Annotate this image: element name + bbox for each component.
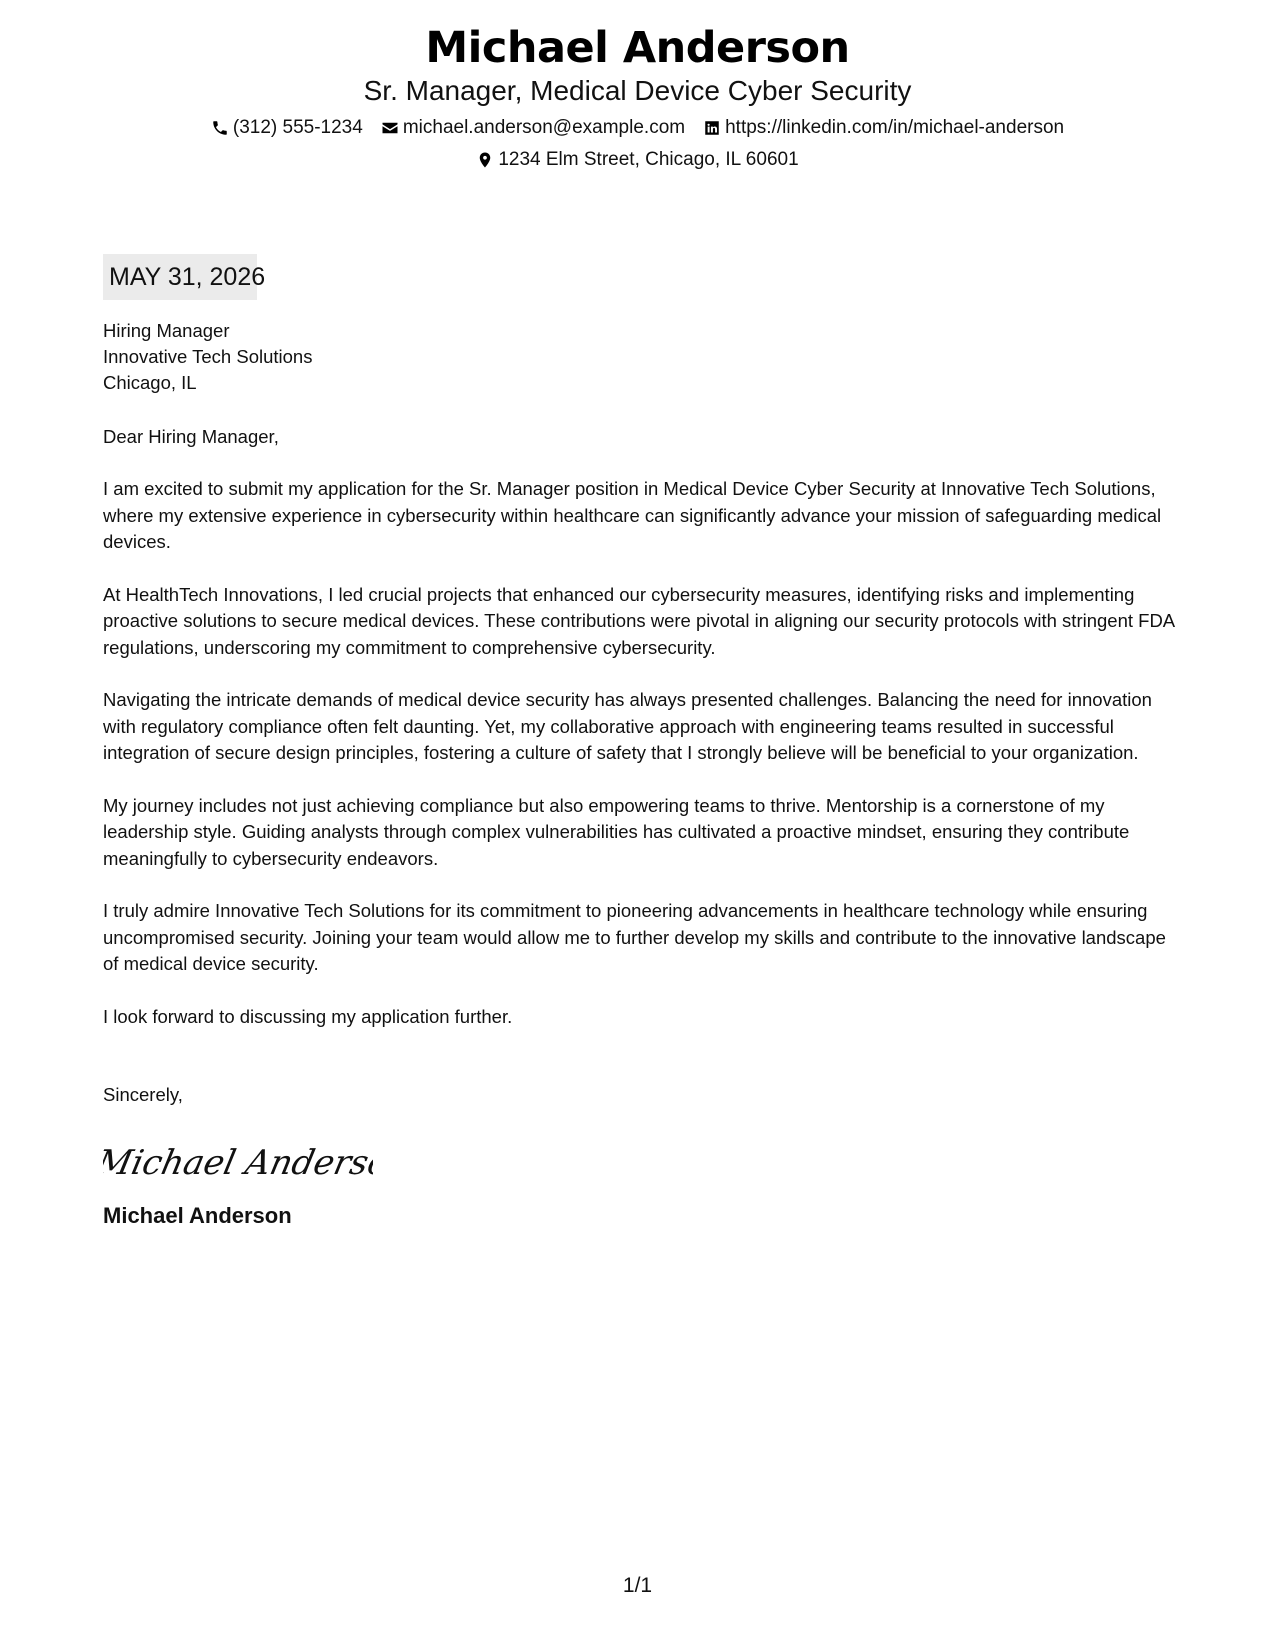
phone-text: (312) 555-1234 (232, 117, 363, 138)
contact-address (476, 148, 798, 172)
recipient-block (103, 318, 1183, 396)
body-paragraph: At HealthTech Innovations, I led crucial projects that enhanced our cybersecurity measures, identifying risks and implementing proactive solutions to secure medical devices. These contributions were pivotal in aligning our security protocols with stringent FDA regulations, underscoring my commitment to comprehensive cybersecurity. (103, 583, 1175, 658)
page-number: 1/1 (622, 1574, 653, 1597)
address-row (0, 148, 1275, 172)
recipient-line: Innovative Tech Solutions (103, 346, 313, 367)
linkedin-text[interactable]: https://linkedin.com/in/michael-anderson (725, 117, 1065, 138)
contact-phone (211, 116, 363, 140)
applicant-title: Sr. Manager, Medical Device Cyber Security (363, 75, 912, 106)
handwritten-signature (103, 1136, 1183, 1186)
email-text[interactable]: michael.anderson@example.com (402, 117, 686, 138)
closing: Sincerely, (103, 1084, 183, 1105)
contact-linkedin[interactable] (703, 116, 1064, 140)
envelope-icon (381, 119, 399, 137)
letter-date: MAY 31, 2026 (103, 254, 257, 300)
contact-email[interactable] (381, 116, 685, 140)
contact-row (0, 116, 1275, 140)
body-paragraph: I look forward to discussing my application further. (103, 1005, 513, 1027)
signer-name: Michael Anderson (103, 1203, 292, 1228)
phone-icon (211, 119, 229, 137)
body-paragraph: Navigating the intricate demands of medical device security has always presented challenges. Balancing the need for innovation with regulatory compliance often felt daunting. Yet, my collaborative approach with engineering teams resulted in successful integration of secure design principles, fostering a culture of safety that I strongly believe will be beneficial to your organization. (103, 689, 1152, 763)
recipient-line: Hiring Manager (103, 320, 230, 341)
svg-text:Michael Anderso: Michael Anderso (103, 1143, 373, 1183)
recipient-line: Chicago, IL (103, 372, 197, 393)
body-paragraph: I am excited to submit my application for the Sr. Manager position in Medical Device Cyber Security at Innovative Tech Solutions, where my extensive experience in cybersecurity within healthcare can significantly advance your mission of safeguarding medical devices. (103, 478, 1162, 552)
linkedin-icon (703, 119, 721, 137)
letter-body (103, 254, 1183, 1230)
letter-header (0, 22, 1275, 172)
map-pin-icon (476, 151, 494, 169)
body-paragraph: I truly admire Innovative Tech Solutions for its commitment to pioneering advancements in healthcare technology while ensuring uncompromised security. Joining your team would allow me to further develop my skills and contribute to the innovative landscape of medical device security. (103, 900, 1166, 974)
salutation: Dear Hiring Manager, (103, 426, 279, 447)
body-paragraph: My journey includes not just achieving compliance but also empowering teams to thrive. Mentorship is a cornerstone of my leadership style. Guiding analysts through complex vulnerabilities has cultivated a proactive mindset, ensuring they contribute meaningfully to cybersecurity endeavors. (103, 794, 1130, 869)
address-text: 1234 Elm Street, Chicago, IL 60601 (498, 149, 799, 170)
applicant-name: Michael Anderson (425, 23, 850, 73)
